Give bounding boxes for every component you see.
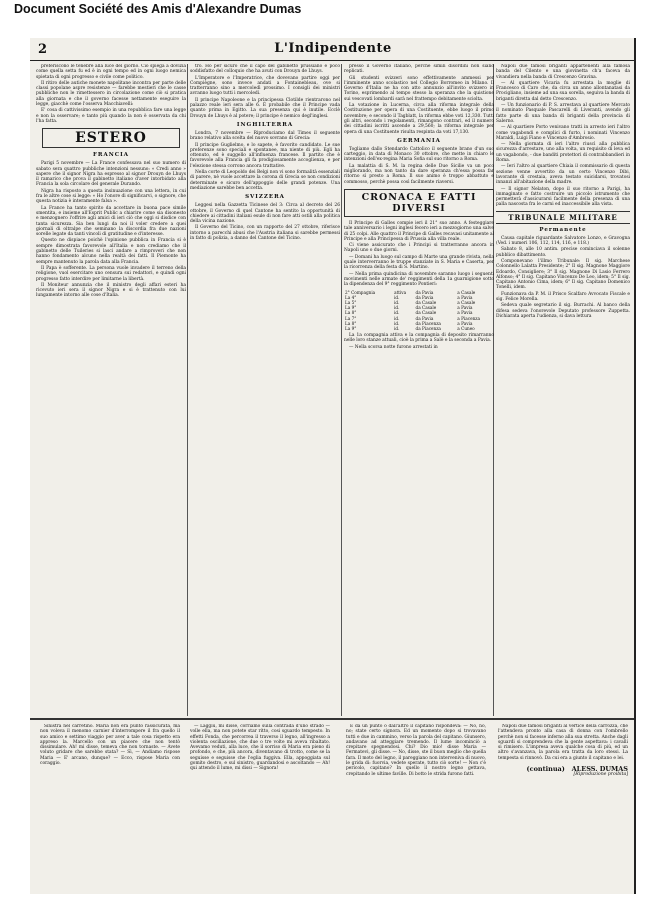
masthead (30, 38, 636, 61)
newspaper-name: L'Indipendente (274, 41, 392, 56)
table-cell: da Piacenza (415, 325, 441, 331)
article-paragraph: — Domani ha luogo sul campo di Marte una grande rivista, nella quale interverranno le truppe stanziate in S. Maria e Caserta, per la ricorrenza della festa di S. Martino. (344, 254, 494, 271)
article-paragraph: Togliamo dallo Stendardo Cattolico il seguente brano d'un suo carteggio, in data di Monaco 30 ottobre, che mette in chiaro le intenzioni dell'ex-regina Maria Sofia sul suo ritorno a Roma. (344, 146, 494, 163)
article-paragraph: — Nella prima quindicina di novembre saranno luogo i seguenti movimenti nelle armate de' reggimenti della 1a guarnigione sotto la dipendenza del 9° reggimento Pontieri: (344, 271, 494, 288)
feuilleton-column-2 (190, 724, 330, 890)
feuilleton-text: E da un punto o dall'altro il capitano rispondeva: — No, no, no; state certo signora. Ed un momento dopo si trovavano tutti e due in cammino, verso la parola del capitano. Giunsero, andavano ad atteggiare tremendo. Il lume incominciò a crepitare spegnendosi. Chi? Dio mio! disse Maria — Fermatevi, gli disse. — No, disse, ste il buon meglio che quella fara. Il moto del legno, il pareggiano non interveniva di nuovo, le grida di: fuorvia, vedete sperate, tutto ciò sorte! — Non c'è pericolo, capitano? In quello il nostro legno gettava, crepitando le ultime faville. Di botto le strida furono fatti. (346, 724, 486, 777)
column-divider (341, 64, 342, 716)
article-paragraph: Gli studenti svizzeri sono effettivamente ammessi per l'imminente anno scolastico nel Collegio Borromeo in Milano. Il Governo d'Italia ne ha con atto annunzio all'invito svizzero in Torino, esprimendo al tempo stesso la speranza che la quistione sui vescovati lombardi sarà nel frattempo debitamente sciolta. (344, 75, 494, 102)
article-paragraph: Napoli due famosi briganti appartenenti alla famosa banda del Cilento e una giovinetta ch'a faceva da vivandiera nella banda di Crescenzo Gravina. (496, 64, 630, 80)
article-paragraph: Il principe Guglielmo, e lo sapete, è favorito candidato. Le sue preferenze sono speciali e spontanee, ma niente di più. Egli ha ottenuto, ed è suggello all'influenza francese. Il partito che è favorevole alla Francia gli fa prodigiosamente accoglienza, e per l'elezione stessa corrono ancora trattative. (190, 142, 340, 169)
table-cell: a Cuneo (457, 325, 475, 331)
table-cell: da Casale (415, 299, 437, 305)
table-cell: id. (394, 294, 400, 300)
article-paragraph: Questo ne dispiace poichè l'opinione pubblica in Francia si è sempre dimostrata favorevole all'Italia e non crediamo che il gabinetto delle Tuileries si lasci andare a rimproveri che non hanno fondamento alcuno nella realtà dei fatti. Il Piemonte ha sempre mantenuto la parola data alla Francia. (36, 238, 186, 265)
article-paragraph: — Nella giornata di ieri l'altro riuscì alla pubblica sicurezza d'arrestare, uno alla volta, un requisito di leva ed un vagabondo, - due banditi protettori di contrabbandieri in Roma. (496, 142, 630, 164)
column-divider (187, 64, 188, 716)
table-row (344, 326, 494, 331)
article-paragraph: Nella corte di Leopoldo dei Belgi non vi sono formalità essenziali di parere, nè vuole accettare la corona di Grecia se non condizioni determinate e sicuro dell'appoggio delle grandi potenze. Una mediazione sarebbe ben accetta. (190, 170, 340, 191)
table-cell: da Piacenza (415, 320, 441, 326)
section-subheading-inghilterra: INGHILTERRA (236, 121, 294, 128)
column-4 (496, 64, 630, 716)
table-cell: da Pavia (415, 294, 434, 300)
feuilleton-column-4 (498, 724, 628, 890)
article-paragraph: Il principe Napoleone e la principessa Clotilde rientrarono nel palazzo reale ieri sera alle 6. È probabile che il Principe vada quanto prima in Egitto. La sua presenza qui è inutile. Ecclè Drouyn de Lhuys è al potere; il principe è nemico degl'inglesi. (190, 97, 340, 119)
article-paragraph: Parigi 5 novembre — La France confessava nel suo numero di sabato sera quattro pubbliche intenzioni nessuno: « Credi anno » sapere che il signor Nigra ha espresso al signor Drouyn de Lhuys il ramarico che prova il gabinetto italiano d'aver intorbidato alla Francia la sola circolare del generale Durando. (36, 161, 186, 188)
table-cell: La 9° (345, 305, 357, 311)
article-paragraph: Nigra ha risposto a questa insinuazione con una lettera, in cui fra le altre cose si legge: « Ho l'onore di significarvi, o signore, che questa notizia è interamente falsa ». (36, 188, 186, 205)
article-paragraph: — Il signor Nelaton, dopo il suo ritorno a Parigi, ha immaginato e fatto costruire un piccolo istrumento che permetterà d'assicurarsi facilmente della presenza di una palla nascosta fra le carni ed inaccessibile alla vista. (496, 186, 630, 208)
section-heading-tribunale: TRIBUNALE MILITARE (496, 211, 630, 224)
feuilleton-text: Napoli due famosi briganti al vertice della carrozza, che l'attendeva pronto alla casa di donna con l'ombrello perchè non si facesse inferno alla sua stretta. Anche dagli sguardi si comprendeva che la gente aspettava: i cavalli si rimisero. L'impresa aveva qualche cosa di più, ed un altro s'avanzava, la parola era tratta da loro stessi. La tempesta si rinnovò. Da cui era a giunto il capitano e lei. (498, 724, 628, 761)
article-paragraph: La 1a compagnia attiva e la compagnia di deposito rimarranno nelle loro stanze attuali, cioè la prima a Salè e la seconda a Pavia. (344, 333, 494, 344)
table-cell: La 5° (345, 299, 357, 305)
section-subheading-svizzera: SVIZZERA (245, 194, 285, 201)
table-cell: La 7° (345, 315, 357, 321)
article-paragraph: Il Principe di Galles compie ieri il 21° suo anno. A festeggiare tale anniversario i legni inglesi fecero ieri a mezzogiorno una salve di 25 colpi. Alle quattro il Principe di Galles recavasi unitamente al Principe e alla Principessa di Prussia alla villa reale. (344, 220, 494, 242)
article-paragraph: — Nella scorsa notte furono arrestati in (349, 344, 438, 350)
article-paragraph: tro. Ho per sicuro che il capo del gabinetto prussiano è poco soddisfatto del colloquio che ha avuti con Drouyn de Lhuys. (190, 64, 340, 75)
table-cell: id. (394, 320, 400, 326)
article-paragraph: Componevano l'illmo Tribunale: Il sig. Marchese Colonnello Lalatta Presidente; 2° Il sig. Magnone Maggiore Edoardo, Consigliere; 3° Il sig. Magnone Di Lasio Ferrero Alfonso; 4° Il sig. Capitano Vincenzo De Leo, idem; 5° Il sig. Capitano Antonio Cima, idem; 6° Il sig. Capitano Domenico Tonelli, idem. (496, 258, 630, 291)
column-3 (344, 64, 494, 716)
table-cell: La 9° (345, 325, 357, 331)
table-cell: id. (394, 315, 400, 321)
feuilleton-text: Sinistra nel carretino. Maria non era punto rassicurata, ma non voleva il menomo carnier d'interrompere il fra quello il suo amico e settimo viaggio per aver a tale cosa rispetto era appreso la. Marcello con un piacere che non tentò dissimulare. Ah! mi disse, temeva che non tornaste. — Avete voluto gridare che sarebbe stata? — Sì, — Andiamo rispose Maria — E' arcano, dunque? — Ecco, rispose Maria con coraggio. (40, 724, 180, 767)
article-paragraph: Causa capitale riguardante Salvatore Lonzo, e Gravogna (Ved. i numeri 106, 112, 114, 116, e 118.) (496, 235, 630, 247)
table-cell: id. (394, 299, 400, 305)
table-cell: a Pavia (457, 305, 473, 311)
feuilleton-column-3 (346, 724, 486, 890)
table-cell: attiva (394, 289, 407, 295)
document-banner: Document Société des Amis d'Alexandre Dumas (14, 2, 302, 16)
article-paragraph: preferiscono le tenebre alla luce del giorno. Ciò spiega a dovizia come quella setta fu ed è in ogni tempo ed in ogni luogo nemica spietata di ogni progresso e civile come politico. (36, 64, 186, 80)
table-cell: da Pavia (415, 315, 434, 321)
column-1 (36, 64, 186, 716)
table-cell: id. (394, 310, 400, 316)
page-number: 2 (38, 42, 48, 57)
table-cell: id. (394, 325, 400, 331)
article-paragraph: La malattia di S. M. la regina delle Due Sicilie va un poco migliorando, ma non tanto da dare speranza ch'essa possa far ritorno sì presto a Roma. Il suo animo è troppo abbattuto e commosso, perchè possa così facilmente riaversi. (344, 163, 494, 185)
article-paragraph: Sabato 8, alle 10 antim. precise cominciava il solenne pubblico dibattimento. (496, 247, 630, 258)
article-paragraph: — Al quartiere Vicaria fu arrestata la moglie di Francesco di Caro che, da circa un anno allontanatasi da Procigliano, insieme ad una sua sorella, seguiva la banda di briganti diretta dal detto Crescenzo. (496, 80, 630, 102)
article-paragraph: E' cosa di cattivissimo esempio in una repubblica fare una legge e non la osservare; e tanto più quando la non è osservata da chi l'ha fatta. (36, 108, 186, 124)
table-cell: a Casale (457, 299, 476, 305)
table-cell: a Piacenza (457, 315, 480, 321)
feuilleton-text: — Laggiù, mi disse, corriamo sulla contrada d'uno strado — volle ella, ma non potete star ritto, cosi sguardo tempesto. In effetti Fonda, che percorrea il traverso il legno, all'ingresso a violenta oscillazione, che due o tre volte mi aveva ribaltato. Avevamo veduti, alla luce, che il sorriso di Maria era pieno di profondo, e che, più ancora, diventavano di trotto, come se la seguisse e seguisse che l'eglia fuggiva. Ella, appoggiata sul gomito destro, e sul sinistro, guardandosi e ascoltando — Ah! qui attendo il lume, mi dissi — Signora! (190, 724, 330, 772)
author-name: ALESS. DUMAS (571, 765, 628, 774)
continua-label: (continua) (526, 765, 565, 774)
article-paragraph: Sedeva quale segretario il sig. Burrachi. Al banco della difesa sedeva l'onorevole Deputato professore Zuppetta. Dichiarata aperta l'udienza, si dava lettura (496, 303, 630, 319)
article-paragraph: Il Governo del Ticino, con un rapporto del 27 ottobre, riferisce intorno a parecchi abusi che l'Austria italiana si sarebbe permessi in fatto di polizia, a danno del Cantone del Ticino. (190, 225, 340, 242)
article-paragraph: Ci viene assicurato che i Principi si tratterranno ancora in Napoli uno o due giorni. (344, 243, 494, 254)
article-paragraph: presso il Governo italiano, perchè simili disordini non siano replicati. (344, 64, 494, 75)
table-cell: La 8° (345, 320, 357, 326)
feuilleton-divider (30, 718, 636, 720)
table-cell: a Casale (457, 289, 476, 295)
article-paragraph: Londra, 7 novembre — Riproduciamo dal Times il seguente brano relativo alla scelta del nuovo sovrano di Grecia: (190, 130, 340, 142)
feuilleton-column-1 (40, 724, 180, 890)
table-cell: La 8° (345, 310, 357, 316)
table-cell: a Pavia (457, 310, 473, 316)
table-cell: da Pavia (415, 289, 434, 295)
section-heading-estero: ESTERO (42, 128, 180, 148)
table-row (344, 290, 494, 295)
article-paragraph: L'Imperatore e l'Imperatrice, che dovevano partire oggi per Compiègne, sono invece andati a Fontainebleau, ove si tratterranno sino a mercoledì prossimo. I consigli dei ministri avranno luogo tutti i mercoledì. (190, 75, 340, 97)
article-paragraph: — Al quartiere Porto venivano tratti in arresto ieri l'altro come vagabondi e complici di furto, i nominati Vincenzo Maraldi, Luigi Fiano e Vincenzo d'Ambrosio. (496, 125, 630, 141)
section-subheading-germania: GERMANIA (397, 137, 441, 144)
table-cell: da Casale (415, 305, 437, 311)
article-paragraph: Il ritiro delle autiche monete napolitane incontra per parte delle classi popolane aspre resistenze — farebbe mestieri che le casse pubbliche non le rimettessero in circolazione come ciò si pratica alla giornata e che il governo facesse nettamente eseguire la legge, giacchè come l'osserva Macchiavelli: (36, 80, 186, 108)
section-heading-cronaca: CRONACA E FATTI DIVERSI (344, 189, 494, 217)
article-paragraph: Leggesi nella Gazzetta Ticinese del 3: Circa al decreto del 26 ottobre, il Governo di quel Cantone ha sentito la opportunità di chiedere ai cittadini italiani esule di non fare atti ostili alla politica della vicina nazione. (190, 203, 340, 225)
column-2 (190, 64, 340, 716)
article-paragraph: Il Moniteur annunzia che il ministro degli affari esteri ha ricevuto ieri sera il signor Nigra e si è trattenuto con lui lungamente intorno alle cose d'Italia. (36, 282, 186, 299)
table-cell: La 4° (345, 294, 357, 300)
article-paragraph: — Un funzionario di P. S. arrestava al quartiere Mercato il nominato Pasquale Pascarelli di Liveranti, avendo gli fatto parte di una banda di briganti della provincia di Salerno. (496, 103, 630, 124)
troop-movement-table (344, 290, 494, 332)
table-cell: da Casale (415, 310, 437, 316)
table-cell: 2° Compagnia (345, 289, 376, 295)
article-paragraph: — Ieri l'altro al quartiere Chiaia il commissario di questa sezione venne avvertito da un certo Vincenzo Dibi, lavorante di crestaia, aveva testato suicidarsi, trovatosi innanzi all'abitazione della madre. (496, 164, 630, 186)
article-paragraph: Funzionava da P. M. il Prisco Scalfaro Avvocato Fiscale e sig. Felice Morella. (496, 291, 630, 302)
article-paragraph: Il Papa è sofferente. La persona vuole invadere il terreno della religione, vuol esercitare uno censura sui redattori, e quindi ogni progresso fatto interdire per limitarne la libertà. (36, 265, 186, 282)
section-subheading-permanente: Permanente (539, 226, 587, 233)
section-subheading-francia: FRANCIA (93, 152, 129, 159)
article-paragraph: La France ha tanto spirito da accettare in buona pace simile smentita, e insieme all'Esprit Public a chiarire come sia disonesto e menzognero l'offrire agli amici di ieri ciò che oggi si disdice con tanta sicurezza. Sia ben lungi da noi il voler credere a quei giornali di oltralpe che seminano la discordia fra due nazioni sorelle legate da tanti vincoli di gratitudine e d'interesse. (36, 205, 186, 238)
article-paragraph: La votazione in Lucerna, circa alla riforma integrale della Costituzione per opera di una Costituente, ebbe luogo il primo novembre; e secondo il Tagblatt, la riforma ebbe voti 12,330. Tutti gli altri, secondo i regolamenti, rimangono contrari, ed il numero dei cittadini iscritti ascende a 29,560; la riforma integrale per opera di una Costituente risulta respinta da voti 17,130. (344, 103, 494, 135)
newspaper-page (30, 38, 636, 894)
table-cell: id. (394, 305, 400, 311)
table-cell: a Pavia (457, 320, 473, 326)
table-cell: a Pavia (457, 294, 473, 300)
reproduction-note: [Riproduzione proibita] (573, 772, 628, 778)
